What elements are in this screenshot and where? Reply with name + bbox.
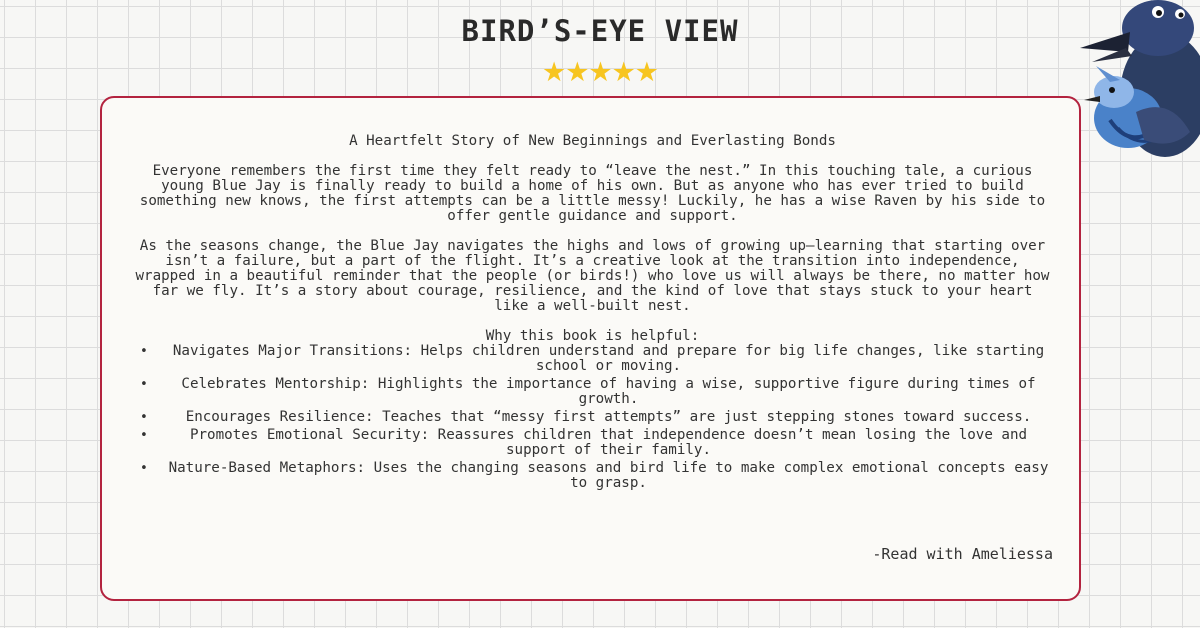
- list-item-text: Nature-Based Metaphors: Uses the changing seasons and bird life to make complex emotional concepts easy to grasp.: [168, 460, 1049, 491]
- signature: -Read with Ameliessa: [872, 545, 1053, 563]
- bullet-icon: •: [140, 344, 148, 359]
- list-item: [134, 428, 1051, 458]
- list-item: [134, 461, 1051, 491]
- review-paragraph: Everyone remembers the first time they felt ready to “leave the nest.” In this touching tale, a curious young Blue Jay is finally ready to build a home of his own. But as anyone who has ever tried to build something new knows, the first attempts can be a little messy! Luckily, he has a wise Raven by his side to offer gentle guidance and support.: [139, 163, 1046, 224]
- list-item: [134, 344, 1051, 374]
- page-title: BIRD’S-EYE VIEW: [461, 14, 739, 48]
- review-paragraph: As the seasons change, the Blue Jay navigates the highs and lows of growing up—learning that starting over isn’t a failure, but a part of the flight. It’s a creative look at the transition into independence, wrapped in a beautiful reminder that the people (or birds!) who love us will always be there, no matter how far we fly. It’s a story about courage, resilience, and the kind of love that stays stuck to your heart like a well-built nest.: [135, 238, 1050, 314]
- review-content: [134, 134, 1051, 494]
- list-item-text: Promotes Emotional Security: Reassures children that independence doesn’t mean losing the love and support of their family.: [189, 427, 1028, 458]
- bullet-icon: •: [140, 461, 148, 476]
- review-subtitle: A Heartfelt Story of New Beginnings and Everlasting Bonds: [349, 133, 836, 149]
- list-item-text: Celebrates Mentorship: Highlights the importance of having a wise, supportive figure during times of growth.: [181, 376, 1036, 407]
- star-rating: ★★★★★: [541, 57, 659, 88]
- bullet-icon: •: [140, 410, 148, 425]
- bullet-icon: •: [140, 377, 148, 392]
- benefits-list: [134, 344, 1051, 491]
- benefits-heading: Why this book is helpful:: [485, 328, 700, 344]
- bullet-icon: •: [140, 428, 148, 443]
- list-item: [134, 410, 1051, 425]
- review-card: [100, 96, 1081, 601]
- list-item-text: Navigates Major Transitions: Helps children understand and prepare for big life changes, like starting school or moving.: [172, 343, 1045, 374]
- list-item-text: Encourages Resilience: Teaches that “messy first attempts” are just stepping stones toward success.: [185, 409, 1032, 425]
- list-item: [134, 377, 1051, 407]
